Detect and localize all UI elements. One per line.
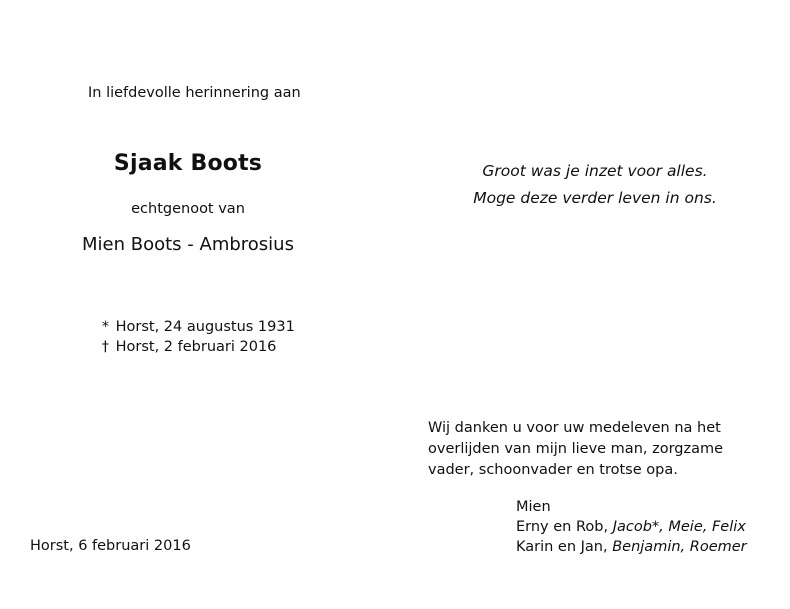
poem-line: Moge deze verder leven in ons. (473, 189, 717, 207)
grandchildren-names: Benjamin, Roemer (612, 539, 747, 555)
birth-text: Horst, 24 augustus 1931 (115, 319, 295, 335)
deceased-name: Sjaak Boots (113, 151, 263, 176)
life-dates (97, 317, 295, 357)
intro-text: In liefdevolle herinnering aan (88, 85, 301, 101)
family-line-child-1 (516, 517, 747, 537)
family-line-widow: Mien (516, 499, 551, 515)
thanks-text (428, 418, 723, 481)
family-prefix: Erny en Rob, (516, 519, 613, 535)
thanks-line: vader, schoonvader en trotse opa. (428, 462, 678, 478)
family-line-child-2 (516, 537, 747, 557)
place-date: Horst, 6 februari 2016 (30, 538, 191, 554)
death-text: Horst, 2 februari 2016 (115, 339, 277, 355)
poem-line: Groot was je inzet voor alles. (482, 162, 708, 180)
thanks-line: Wij danken u voor uw medeleven na het (428, 420, 721, 436)
birth-symbol: * (101, 319, 109, 335)
family-signatures (516, 497, 747, 557)
cross-icon: † (101, 339, 109, 355)
poem (430, 158, 760, 212)
family-prefix: Karin en Jan, (516, 539, 613, 555)
death-line (97, 337, 295, 357)
grandchildren-names: Jacob*, Meie, Felix (612, 519, 746, 535)
birth-line (97, 317, 295, 337)
relation-label: echtgenoot van (131, 201, 245, 217)
thanks-line: overlijden van mijn lieve man, zorgzame (428, 441, 724, 457)
spouse-name: Mien Boots - Ambrosius (82, 234, 294, 255)
